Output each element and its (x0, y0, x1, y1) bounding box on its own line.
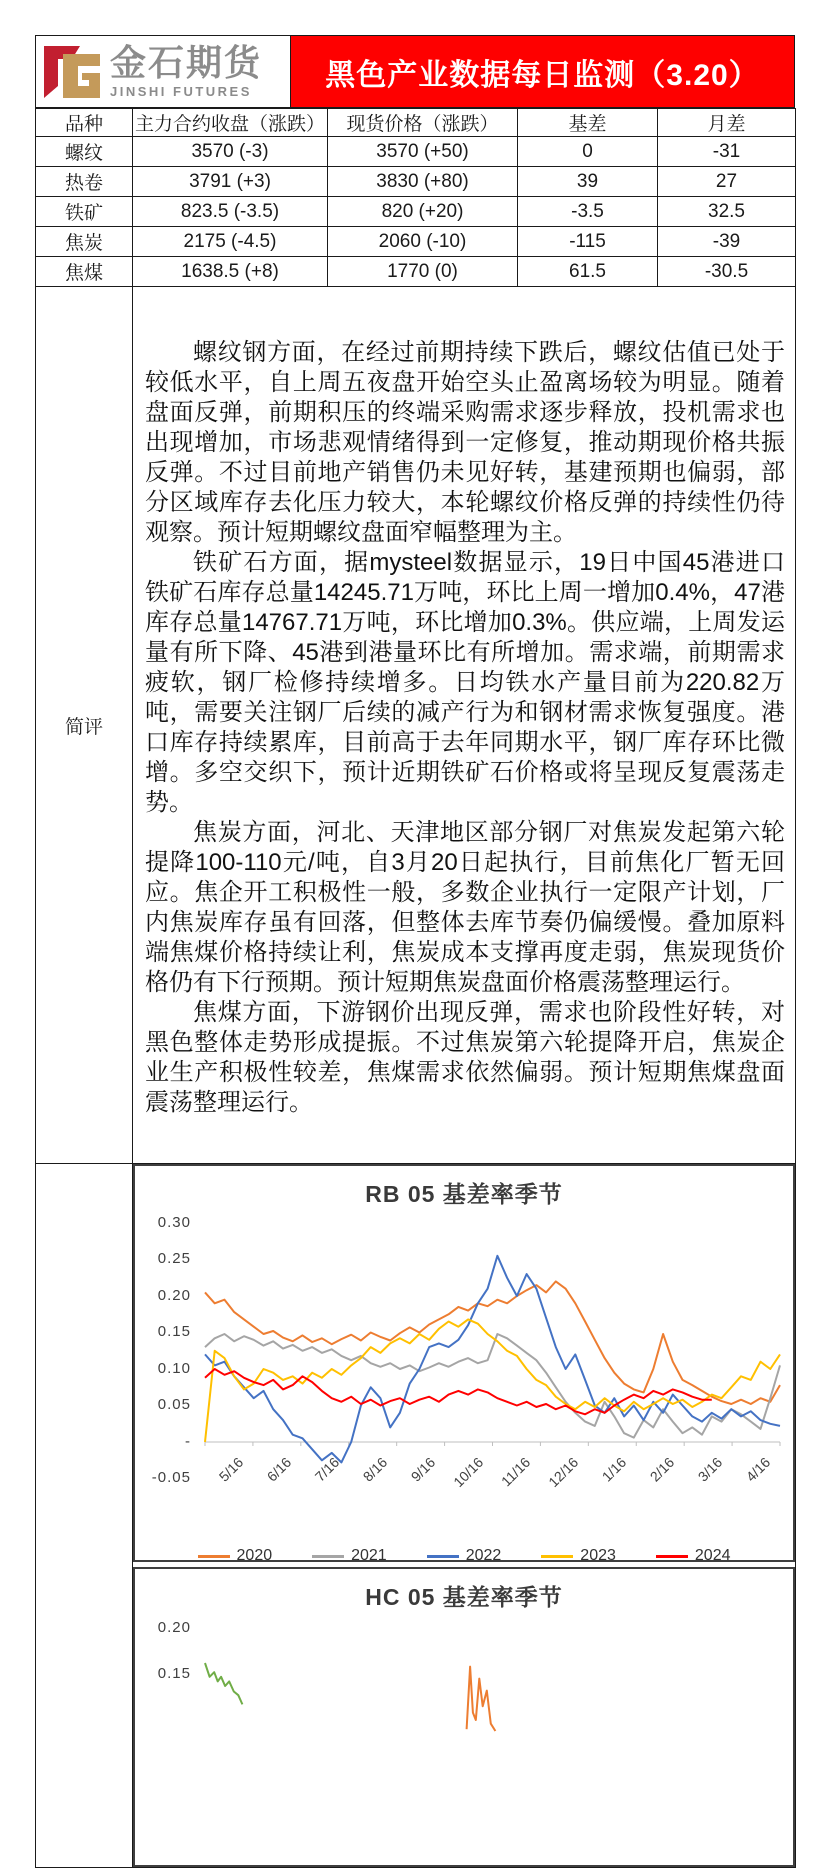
legend-label-2024: 2024 (694, 1547, 731, 1564)
logo-chinese-name: 金石期货 (110, 42, 263, 83)
x-axis-label: 1/16 (599, 1454, 630, 1485)
spread-cell: -39 (658, 227, 796, 257)
col-header-basis: 基差 (518, 109, 658, 137)
table-header-row (36, 109, 796, 137)
spread-cell: -31 (658, 137, 796, 167)
hc05-line-chart-svg (135, 1614, 790, 1814)
rb05-basis-chart (133, 1164, 795, 1562)
x-axis-label: 12/16 (545, 1454, 582, 1491)
report-header (35, 35, 795, 108)
legend-swatch-2022 (427, 1555, 459, 1558)
rb05-x-axis-labels (135, 1211, 793, 1543)
variety-cell: 螺纹 (36, 137, 133, 167)
commentary-paragraph-rebar: 螺纹钢方面，在经过前期持续下跌后，螺纹估值已处于较低水平，自上周五夜盘开始空头止盈离场较为明显。随着盘面反弹，前期积压的终端采购需求逐步释放，投机需求也出现增加，市场悲观情绪得到一定修复，推动期现价格共振反弹。不过目前地产销售仍未见好转，基建预期也偏弱，部分区域库存去化压力较大，本轮螺纹价格反弹的持续性仍待观察。预计短期螺纹盘面窄幅整理为主。 (145, 339, 785, 546)
close-cell: 2175 (-4.5) (133, 227, 328, 257)
commentary-paragraph-coke: 焦炭方面，河北、天津地区部分钢厂对焦炭发起第六轮提降100-110元/吨，自3月20日起执行，目前焦化厂暂无回应。焦企开工积极性一般，多数企业执行一定限产计划，厂内焦炭库存虽有回落，但整体去库节奏仍偏缓慢。叠加原料端焦煤价格持续让利，焦炭成本支撑再度走弱，焦炭现货价格仍有下行预期。预计短期焦炭盘面价格震荡整理运行。 (145, 819, 785, 996)
legend-item-2021 (312, 1547, 387, 1565)
col-header-variety: 品种 (36, 109, 133, 137)
commentary-row (36, 287, 796, 1164)
y-tick: 0.30 (157, 1214, 191, 1231)
spread-cell: -30.5 (658, 257, 796, 287)
legend-item-2024 (656, 1547, 731, 1565)
y-tick: - (185, 1433, 191, 1450)
table-row-hot-coil (36, 167, 796, 197)
basis-cell: 61.5 (518, 257, 658, 287)
spread-cell: 32.5 (658, 197, 796, 227)
hc05-chart-title: HC 05 基差率季节 (365, 1584, 563, 1610)
close-cell: 3570 (-3) (133, 137, 328, 167)
legend-label-2020: 2020 (236, 1547, 273, 1564)
spot-cell: 2060 (-10) (328, 227, 518, 257)
y-tick: -0.05 (151, 1469, 191, 1486)
chart-row-cell (133, 1164, 796, 1868)
hc05-plot-area (135, 1614, 793, 1814)
col-header-main-contract-close: 主力合约收盘（涨跌） (133, 109, 328, 137)
x-axis-label: 9/16 (407, 1454, 438, 1485)
y-tick: 0.05 (157, 1396, 191, 1413)
commentary-text-cell (133, 287, 796, 1164)
table-row-iron-ore (36, 197, 796, 227)
x-axis-label: 4/16 (742, 1454, 774, 1485)
chart-row (36, 1164, 796, 1868)
company-logo (36, 36, 291, 107)
table-row-coke (36, 227, 796, 257)
x-axis-label: 5/16 (215, 1454, 247, 1485)
legend-swatch-2023 (541, 1555, 573, 1558)
close-cell: 3791 (+3) (133, 167, 328, 197)
y-tick: 0.10 (157, 1360, 191, 1377)
variety-cell: 热卷 (36, 167, 133, 197)
basis-cell: -115 (518, 227, 658, 257)
x-axis-label: 3/16 (694, 1454, 726, 1485)
logo-text (110, 42, 263, 99)
chart-row-left-cell (36, 1164, 133, 1868)
jinshi-logo-icon (42, 42, 104, 102)
y-tick: 0.20 (157, 1619, 191, 1636)
legend-item-2022 (427, 1547, 502, 1565)
report-title-banner (291, 36, 794, 107)
basis-cell: -3.5 (518, 197, 658, 227)
variety-cell: 铁矿 (36, 197, 133, 227)
spot-cell: 820 (+20) (328, 197, 518, 227)
variety-cell: 焦炭 (36, 227, 133, 257)
variety-cell: 焦煤 (36, 257, 133, 287)
rb05-plot-area (135, 1211, 793, 1543)
spread-cell: 27 (658, 167, 796, 197)
y-tick: 0.15 (157, 1665, 191, 1682)
basis-cell: 0 (518, 137, 658, 167)
close-cell: 823.5 (-3.5) (133, 197, 328, 227)
commentary-paragraph-iron-ore: 铁矿石方面，据mysteel数据显示，19日中国45港进口铁矿石库存总量14245.71万吨，环比上周一增加0.4%，47港库存总量14767.71万吨，环比增加0.3%。供应端，上周发运量有所下降、45港到港量环比有所增加。需求端，前期需求疲软，钢厂检修持续增多。日均铁水产量目前为220.82万吨，需要关注钢厂后续的减产行为和钢材需求恢复强度。港口库存持续累库，目前高于去年同期水平，钢厂库存环比微增。多空交织下，预计近期铁矿石价格或将呈现反复震荡走势。 (145, 549, 785, 816)
y-tick: 0.25 (157, 1250, 191, 1267)
series-line-partial-green (205, 1663, 242, 1704)
spot-cell: 1770 (0) (328, 257, 518, 287)
series-line-partial-orange (467, 1667, 496, 1731)
col-header-month-spread: 月差 (658, 109, 796, 137)
y-tick: 0.20 (157, 1287, 191, 1304)
rb05-legend (135, 1547, 793, 1565)
x-axis-label: 11/16 (498, 1454, 534, 1490)
y-tick: 0.15 (157, 1323, 191, 1340)
legend-item-2020 (198, 1547, 273, 1565)
spot-cell: 3570 (+50) (328, 137, 518, 167)
x-axis-label: 2/16 (646, 1454, 678, 1485)
x-axis-label: 8/16 (359, 1454, 391, 1485)
legend-label-2022: 2022 (465, 1547, 502, 1564)
legend-label-2021: 2021 (351, 1547, 387, 1564)
legend-swatch-2021 (312, 1555, 344, 1558)
col-header-spot-price: 现货价格（涨跌） (328, 109, 518, 137)
commentary-label: 简评 (36, 287, 133, 1164)
hc05-basis-chart (133, 1567, 795, 1867)
logo-english-name: JINSHI FUTURES (110, 84, 252, 99)
legend-label-2023: 2023 (580, 1547, 616, 1564)
table-row-coking-coal (36, 257, 796, 287)
spot-cell: 3830 (+80) (328, 167, 518, 197)
x-axis-label: 6/16 (263, 1454, 295, 1485)
basis-cell: 39 (518, 167, 658, 197)
x-axis-label: 7/16 (311, 1454, 343, 1485)
x-axis-label: 10/16 (449, 1454, 486, 1491)
table-row-rebar (36, 137, 796, 167)
price-table (35, 108, 796, 1868)
commentary-paragraph-coking-coal: 焦煤方面，下游钢价出现反弹，需求也阶段性好转，对黑色整体走势形成提振。不过焦炭第六轮提降开启，焦炭企业生产积极性较差，焦煤需求依然偏弱。预计短期焦煤盘面震荡整理运行。 (145, 999, 785, 1116)
rb05-chart-title: RB 05 基差率季节 (365, 1181, 563, 1207)
report-title: 黑色产业数据每日监测（3.20） (325, 58, 760, 92)
legend-swatch-2024 (656, 1555, 688, 1558)
legend-item-2023 (541, 1547, 616, 1565)
close-cell: 1638.5 (+8) (133, 257, 328, 287)
legend-swatch-2020 (198, 1555, 230, 1558)
